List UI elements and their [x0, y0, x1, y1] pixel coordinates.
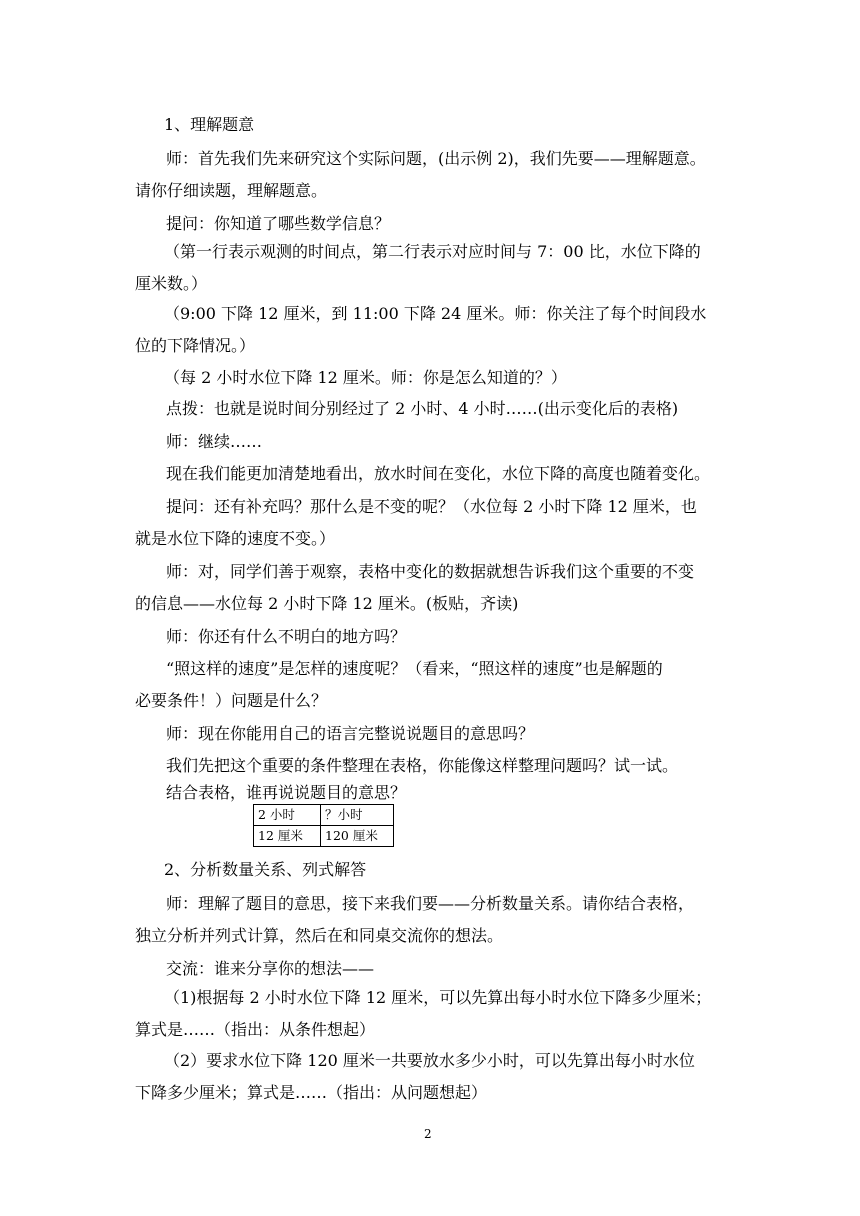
paragraph-line: 提问：你知道了哪些数学信息？	[166, 214, 391, 233]
paragraph-line: 师：继续……	[166, 432, 263, 451]
table-cell: 12 厘米	[254, 826, 321, 847]
section-heading-1: 1、理解题意	[164, 115, 255, 134]
paragraph-line: 必要条件！）问题是什么？	[135, 691, 328, 710]
paragraph-line: 师：现在你能用自己的语言完整说说题目的意思吗？	[166, 724, 535, 743]
paragraph-line: （2）要求水位下降 120 厘米一共要放水多少小时，可以先算出每小时水位	[164, 1051, 695, 1070]
paragraph-line: 下降多少厘米；算式是……（指出：从问题想起）	[135, 1083, 488, 1102]
table-cell: ？小时	[321, 805, 394, 826]
table-row	[254, 805, 394, 826]
paragraph-line: 的信息——水位每 2 小时下降 12 厘米。(板贴，齐读)	[135, 594, 519, 613]
table-row	[254, 826, 394, 847]
table-cell: 2 小时	[254, 805, 321, 826]
paragraph-line: 算式是……（指出：从条件想起）	[135, 1020, 376, 1039]
section-heading-2: 2、分析数量关系、列式解答	[164, 860, 367, 879]
paragraph-line: 点拨：也就是说时间分别经过了 2 小时、4 小时……(出示变化后的表格)	[166, 399, 679, 418]
table-cell: 120 厘米	[321, 826, 394, 847]
page-number: 2	[424, 1127, 432, 1141]
paragraph-line: （每 2 小时水位下降 12 厘米。师：你是怎么知道的？）	[164, 368, 567, 387]
paragraph-line: （9:00 下降 12 厘米，到 11:00 下降 24 厘米。师：你关注了每个时间段水	[164, 304, 707, 323]
paragraph-line: 请你仔细读题，理解题意。	[135, 181, 328, 200]
paragraph-line: 厘米数。）	[135, 274, 208, 293]
paragraph-line: “照这样的速度”是怎样的速度呢？（看来，“照这样的速度”也是解题的	[166, 659, 663, 678]
paragraph-line: 师：对，同学们善于观察，表格中变化的数据就想告诉我们这个重要的不变	[166, 562, 695, 581]
paragraph-line: 师：你还有什么不明白的地方吗？	[166, 627, 407, 646]
paragraph-line: （第一行表示观测的时间点，第二行表示对应时间与 7：00 比，水位下降的	[164, 242, 701, 261]
paragraph-line: 位的下降情况。）	[135, 336, 256, 355]
paragraph-line: 结合表格，谁再说说题目的意思？	[166, 783, 407, 802]
paragraph-line: 师：首先我们先来研究这个实际问题，(出示例 2)，我们先要——理解题意。	[166, 149, 706, 168]
paragraph-line: （1)根据每 2 小时水位下降 12 厘米，可以先算出每小时水位下降多少厘米；	[164, 988, 712, 1007]
condition-table	[253, 804, 394, 847]
paragraph-line: 我们先把这个重要的条件整理在表格，你能像这样整理问题吗？试一试。	[166, 756, 679, 775]
paragraph-line: 交流：谁来分享你的想法——	[166, 959, 375, 978]
paragraph-line: 现在我们能更加清楚地看出，放水时间在变化，水位下降的高度也随着变化。	[166, 464, 711, 483]
paragraph-line: 就是水位下降的速度不变。）	[135, 529, 336, 548]
paragraph-line: 师：理解了题目的意思，接下来我们要——分析数量关系。请你结合表格，	[166, 894, 695, 913]
paragraph-line: 提问：还有补充吗？那什么是不变的呢？（水位每 2 小时下降 12 厘米，也	[166, 497, 697, 516]
paragraph-line: 独立分析并列式计算，然后在和同桌交流你的想法。	[135, 926, 504, 945]
